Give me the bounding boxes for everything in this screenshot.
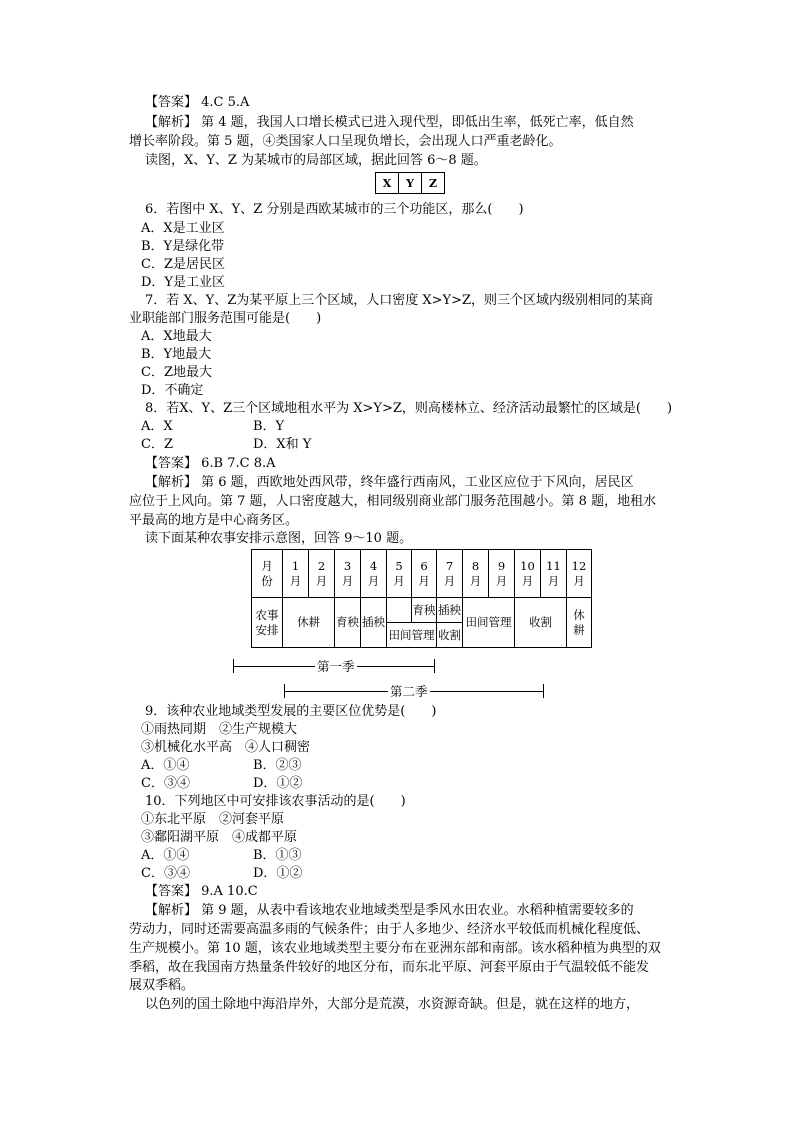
question-7-option-a: A．X地最大	[141, 329, 212, 344]
question-8-option-a: A．X	[141, 419, 173, 434]
cell-field-mgmt-2: 田间管理	[463, 598, 515, 648]
question-10-option-b: B．①③	[253, 848, 302, 863]
explanation-4-5-line2: 增长率阶段。第 5 题，④类国家人口呈现负增长，会出现人口严重老龄化。	[129, 134, 562, 149]
cell-harvest-1: 收割	[437, 623, 463, 648]
month-11: 11 月	[541, 550, 567, 598]
closing-paragraph: 以色列的国土除地中海沿岸外，大部分是荒漠，水资源奇缺。但是，就在这样的地方，	[145, 997, 640, 1012]
question-10-option-c: C．③④	[141, 866, 190, 881]
cell-seedling-2: 育秧	[412, 598, 437, 623]
cell-transplant-1: 插秧	[361, 598, 387, 648]
header-farming: 农事 安排	[252, 598, 283, 648]
explanation-4-5-line1: 【解析】 第 4 题，我国人口增长模式已进入现代型，即低出生率，低死亡率，低自然	[145, 115, 634, 130]
cell-seedling-1: 育秧	[335, 598, 361, 648]
answer-4-5: 【答案】 4.C 5.A	[145, 95, 250, 110]
cell-harvest-2: 收割	[515, 598, 567, 648]
question-10-stem: 10．下列地区中可安排该农事活动的是( )	[145, 794, 406, 809]
region-y: Y	[399, 173, 422, 194]
question-6-option-b: B．Y是绿化带	[141, 239, 225, 254]
question-10-option-a: A．①④	[141, 848, 190, 863]
month-12: 12 月	[567, 550, 592, 598]
question-9-option-b: B．②③	[253, 758, 302, 773]
month-1: 1 月	[283, 550, 309, 598]
farming-schedule-table	[251, 549, 592, 648]
explanation-6-8-line3: 平最高的地方是中心商务区。	[129, 513, 299, 528]
question-10-option-d: D．①②	[253, 866, 303, 881]
region-x: X	[376, 173, 399, 194]
season-2-label: 第二季	[390, 684, 428, 699]
xyz-diagram	[375, 172, 445, 194]
answer-6-8: 【答案】 6.B 7.C 8.A	[145, 456, 276, 471]
question-6-option-c: C．Z是居民区	[141, 257, 225, 272]
month-7: 7 月	[437, 550, 463, 598]
explanation-6-8-line1: 【解析】 第 6 题，西欧地处西风带，终年盛行西南风，工业区应位于下风向，居民区	[145, 475, 634, 490]
region-z: Z	[422, 173, 445, 194]
intro-9-10: 读下面某种农事安排示意图，回答 9～10 题。	[145, 531, 413, 546]
month-9: 9 月	[489, 550, 515, 598]
cell-transplant-2: 插秧	[437, 598, 463, 623]
answer-9-10: 【答案】 9.A 10.C	[145, 884, 258, 899]
month-5: 5 月	[387, 550, 412, 598]
month-6: 6 月	[412, 550, 437, 598]
explanation-9-10-line3: 生产规模小。第 10 题，该农业地域类型主要分布在亚洲东部和南部。该水稻种植为典型的双	[129, 941, 661, 956]
question-10-choices-1: ①东北平原 ②河套平原	[141, 812, 285, 827]
explanation-9-10-line2: 劳动力，同时还需要高温多雨的气候条件；由于人多地少、经济水平较低而机械化程度低、	[129, 922, 650, 937]
month-8: 8 月	[463, 550, 489, 598]
question-8-option-b: B．Y	[253, 419, 285, 434]
question-8-option-d: D．X和 Y	[253, 437, 312, 452]
question-9-stem: 9．该种农业地域类型发展的主要区位优势是( )	[145, 704, 437, 719]
cell-field-mgmt-1: 田间管理	[387, 623, 437, 648]
question-7-option-c: C．Z地最大	[141, 365, 212, 380]
month-2: 2 月	[309, 550, 335, 598]
explanation-9-10-line1: 【解析】 第 9 题，从表中看该地农业地域类型是季风水田农业。水稻种植需要较多的	[145, 903, 634, 918]
question-8-option-c: C．Z	[141, 437, 173, 452]
cell-fallow-1: 休耕	[283, 598, 335, 648]
season-2-span	[284, 682, 544, 700]
cell-blank-5-top	[387, 598, 412, 623]
question-6-stem: 6．若图中 X、Y、Z 分别是西欧某城市的三个功能区，那么( )	[145, 202, 524, 217]
question-6-option-a: A．X是工业区	[141, 221, 225, 236]
month-4: 4 月	[361, 550, 387, 598]
question-8-stem: 8．若X、Y、Z三个区域地租水平为 X>Y>Z，则高楼林立、经济活动最繁忙的区域是( )	[145, 401, 673, 416]
question-9-option-c: C．③④	[141, 776, 190, 791]
question-7-option-d: D．不确定	[141, 383, 204, 398]
question-10-choices-2: ③鄱阳湖平原 ④成都平原	[141, 830, 298, 845]
explanation-9-10-line4: 季稻，故在我国南方热量条件较好的地区分布，而东北平原、河套平原由于气温较低不能发	[129, 960, 650, 975]
question-7-option-b: B．Y地最大	[141, 347, 212, 362]
explanation-9-10-line5: 展双季稻。	[129, 978, 195, 993]
header-month: 月 份	[252, 550, 283, 598]
cell-fallow-2: 休 耕	[567, 598, 592, 648]
month-3: 3 月	[335, 550, 361, 598]
month-10: 10 月	[515, 550, 541, 598]
season-1-label: 第一季	[317, 659, 355, 674]
intro-6-8: 读图，X、Y、Z 为某城市的局部区域，据此回答 6～8 题。	[145, 153, 487, 168]
question-9-option-a: A．①④	[141, 758, 190, 773]
question-9-choices-1: ①雨热同期 ②生产规模大	[141, 722, 298, 737]
question-9-choices-2: ③机械化水平高 ④人口稠密	[141, 740, 311, 755]
question-9-option-d: D．①②	[253, 776, 303, 791]
question-7-stem-line1: 7．若 X、Y、Z为某平原上三个区域，人口密度 X>Y>Z，则三个区域内级别相同的某商	[145, 293, 654, 308]
question-6-option-d: D．Y是工业区	[141, 275, 226, 290]
season-1-span	[233, 657, 435, 675]
explanation-6-8-line2: 应位于上风向。第 7 题，人口密度越大，相同级别商业部门服务范围越小。第 8 题，地租水	[129, 494, 657, 509]
question-7-stem-line2: 业职能部门服务范围可能是( )	[129, 311, 322, 326]
